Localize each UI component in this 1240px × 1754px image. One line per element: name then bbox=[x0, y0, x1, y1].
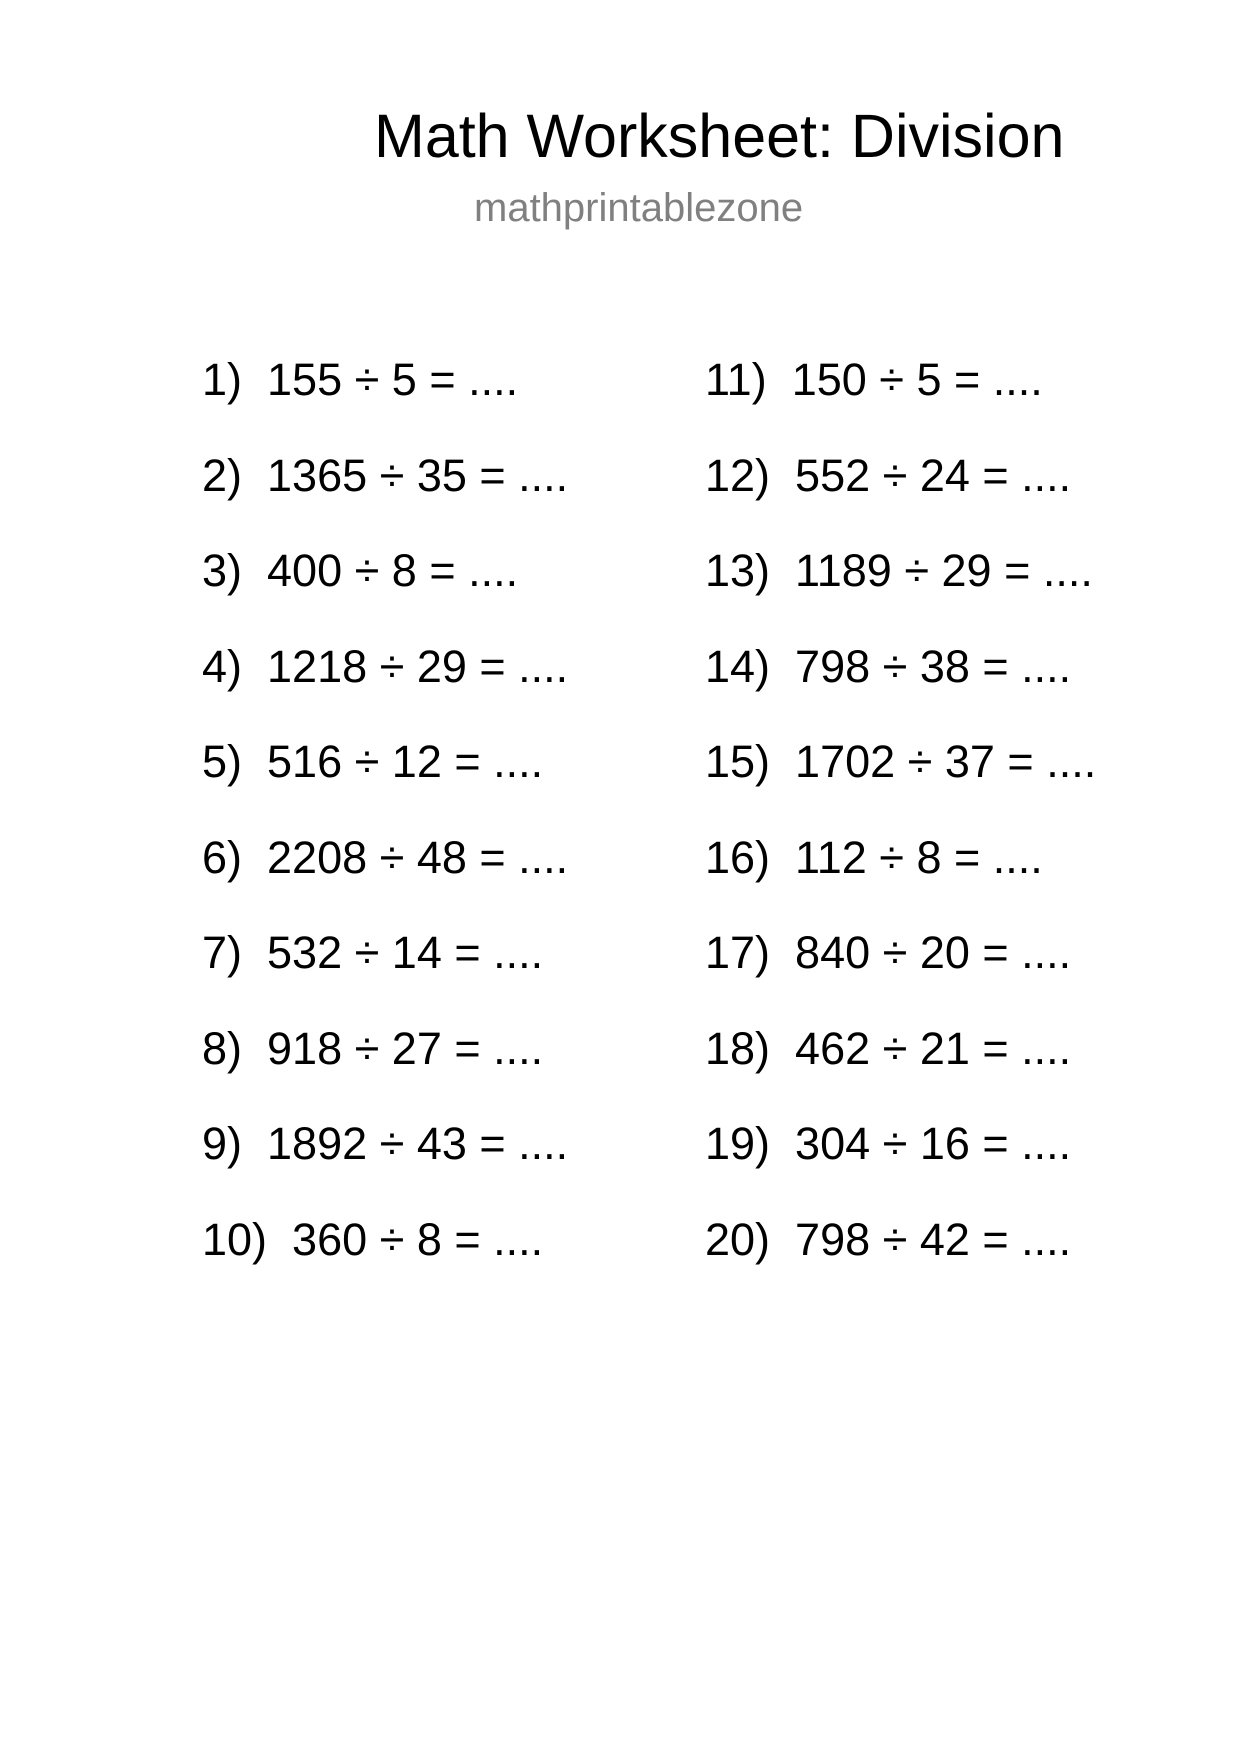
problem: 15) 1702 ÷ 37 = .... bbox=[705, 736, 1097, 787]
problem: 7) 532 ÷ 14 = .... bbox=[202, 927, 544, 978]
page-title: Math Worksheet: Division bbox=[374, 102, 1065, 170]
problem: 8) 918 ÷ 27 = .... bbox=[202, 1022, 544, 1074]
problem: 2) 1365 ÷ 35 = .... bbox=[202, 449, 569, 501]
problem: 19) 304 ÷ 16 = .... bbox=[705, 1118, 1072, 1169]
site-name: mathprintablezone bbox=[474, 186, 804, 230]
problem: 17) 840 ÷ 20 = .... bbox=[705, 927, 1072, 978]
problem: 16) 112 ÷ 8 = .... bbox=[705, 831, 1043, 883]
problem: 14) 798 ÷ 38 = .... bbox=[705, 640, 1072, 692]
problems-column-left bbox=[202, 352, 568, 1307]
problem: 3) 400 ÷ 8 = .... bbox=[202, 545, 519, 596]
problem: 4) 1218 ÷ 29 = .... bbox=[202, 640, 569, 692]
problem: 12) 552 ÷ 24 = .... bbox=[705, 449, 1072, 501]
problem: 6) 2208 ÷ 48 = .... bbox=[202, 831, 569, 883]
problem: 20) 798 ÷ 42 = .... bbox=[705, 1213, 1072, 1265]
problems-column-right bbox=[705, 352, 1096, 1307]
problem: 13) 1189 ÷ 29 = .... bbox=[705, 545, 1093, 596]
problem: 5) 516 ÷ 12 = .... bbox=[202, 736, 544, 787]
problem: 10) 360 ÷ 8 = .... bbox=[202, 1213, 544, 1265]
problem: 1) 155 ÷ 5 = .... bbox=[202, 354, 519, 405]
problem: 11) 150 ÷ 5 = .... bbox=[705, 354, 1043, 405]
problem: 18) 462 ÷ 21 = .... bbox=[705, 1022, 1072, 1074]
problem: 9) 1892 ÷ 43 = .... bbox=[202, 1118, 569, 1169]
